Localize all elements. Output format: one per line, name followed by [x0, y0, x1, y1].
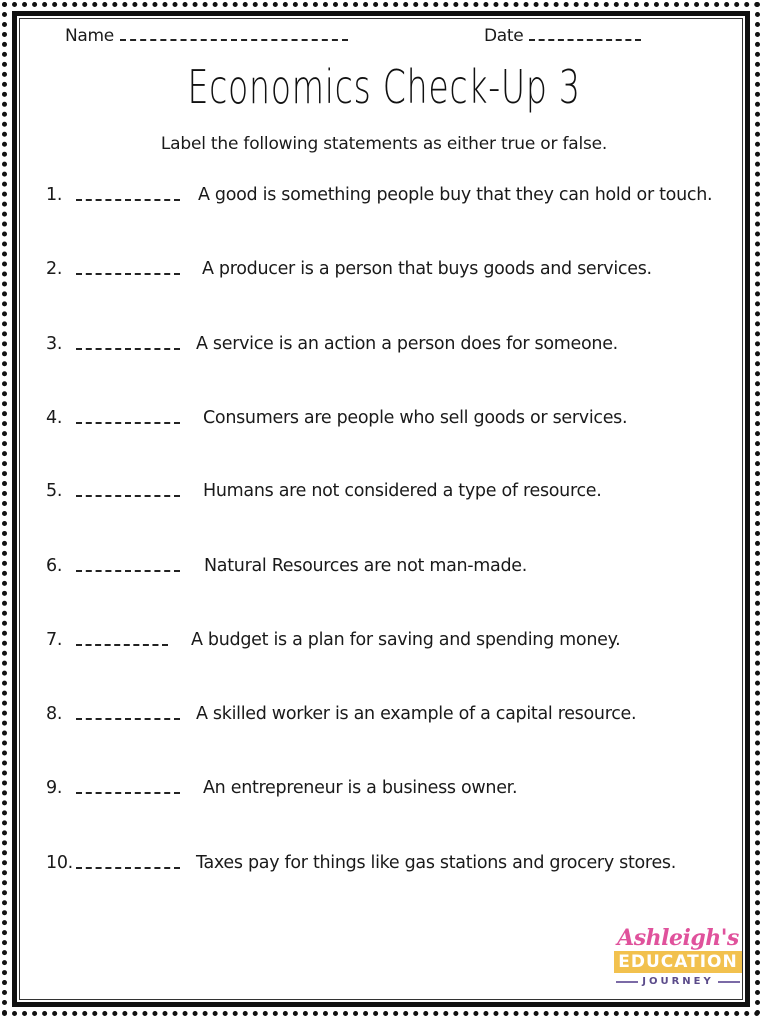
name-blank-line[interactable]: [120, 27, 348, 41]
question-text: A service is an action a person does for someone.: [196, 334, 618, 354]
question-text: Consumers are people who sell goods or services.: [203, 408, 628, 428]
question-number: 8.: [46, 704, 63, 724]
question-number: 4.: [46, 408, 63, 428]
question-number: 10.: [46, 853, 73, 873]
answer-blank[interactable]: [76, 867, 180, 869]
question-number: 5.: [46, 481, 63, 501]
question-text: A good is something people buy that they can hold or touch.: [198, 185, 713, 205]
date-field[interactable]: [484, 26, 641, 46]
question-text: Natural Resources are not man-made.: [204, 556, 528, 576]
question-text: Humans are not considered a type of resource.: [203, 481, 602, 501]
answer-blank[interactable]: [76, 644, 168, 646]
name-field[interactable]: [65, 26, 348, 46]
answer-blank[interactable]: [76, 792, 180, 794]
answer-blank[interactable]: [76, 199, 180, 201]
brand-logo: [612, 925, 744, 997]
answer-blank[interactable]: [76, 273, 180, 275]
answer-blank[interactable]: [76, 348, 180, 350]
header-row: [0, 26, 768, 50]
page-title-text: Economics Check-Up 3: [187, 60, 581, 114]
question-number: 2.: [46, 259, 63, 279]
answer-blank[interactable]: [76, 570, 180, 572]
question-text: A skilled worker is an example of a capital resource.: [196, 704, 637, 724]
logo-band-text: EDUCATION: [614, 951, 742, 973]
question-number: 1.: [46, 185, 63, 205]
name-label: Name: [65, 26, 114, 46]
logo-script-text: Ashleigh's: [617, 925, 739, 951]
question-number: 3.: [46, 334, 63, 354]
date-label: Date: [484, 26, 524, 46]
question-number: 9.: [46, 778, 63, 798]
logo-journey-text: JOURNEY: [642, 976, 714, 987]
question-text: A budget is a plan for saving and spending money.: [191, 630, 621, 650]
date-blank-line[interactable]: [529, 27, 641, 41]
logo-rule-left: [616, 981, 638, 983]
answer-blank[interactable]: [76, 495, 180, 497]
answer-blank[interactable]: [76, 718, 180, 720]
question-number: 7.: [46, 630, 63, 650]
answer-blank[interactable]: [76, 422, 180, 424]
page-title: [0, 60, 768, 114]
logo-journey: [612, 976, 744, 987]
question-text: A producer is a person that buys goods and services.: [202, 259, 652, 279]
question-number: 6.: [46, 556, 63, 576]
instructions: Label the following statements as either true or false.: [160, 134, 608, 154]
question-text: An entrepreneur is a business owner.: [203, 778, 518, 798]
logo-rule-right: [718, 981, 740, 983]
question-text: Taxes pay for things like gas stations and grocery stores.: [196, 853, 676, 873]
